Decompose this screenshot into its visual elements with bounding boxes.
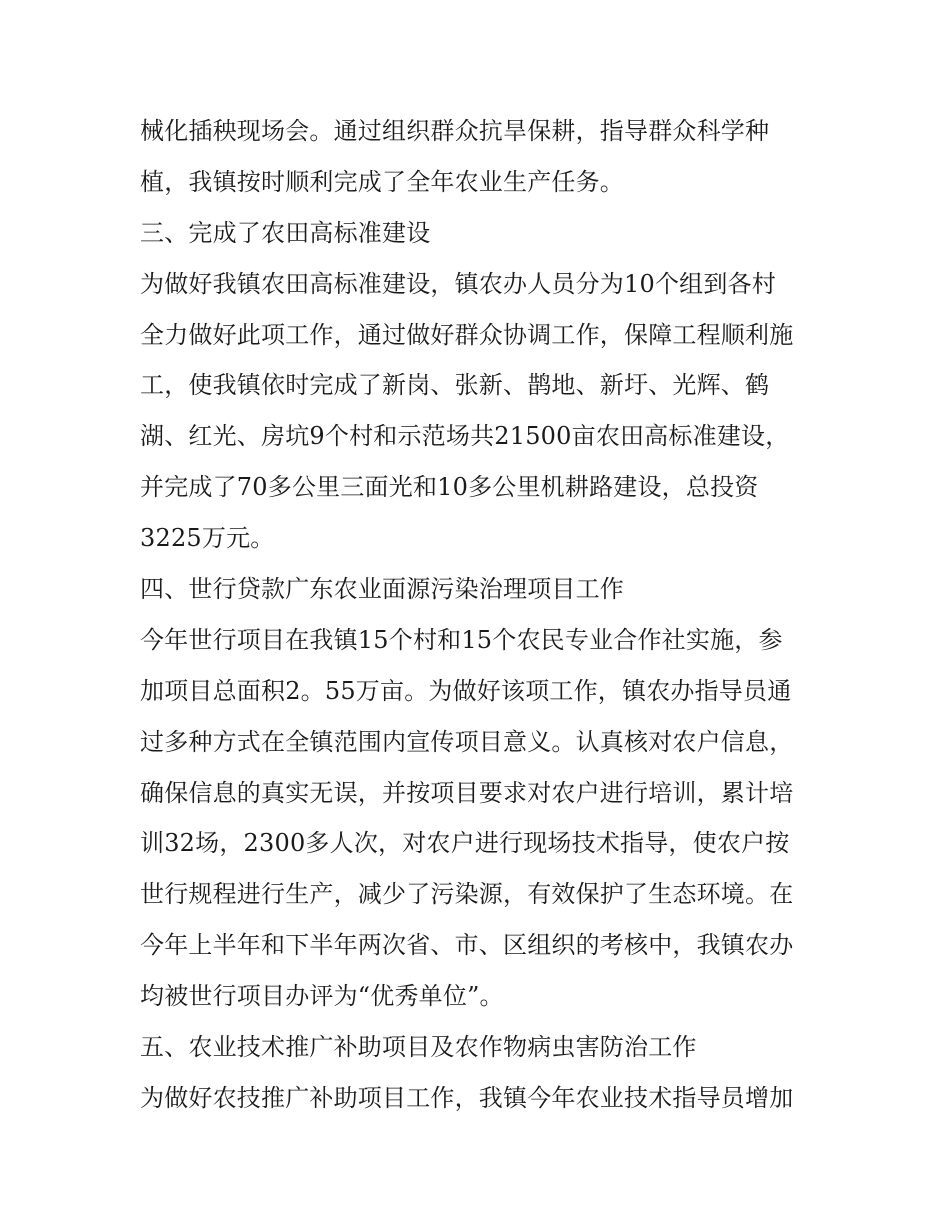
text-line: 今年上半年和下半年两次省、市、区组织的考核中，我镇农办 (140, 931, 794, 960)
text-line: 械化插秧现场会。通过组织群众抗旱保耕，指导群众科学种 (140, 117, 770, 145)
text-line: 全力做好此项工作，通过做好群众协调工作，保障工程顺利施 (140, 320, 794, 349)
text-line: 确保信息的真实无误，并按项目要求对农户进行培训，累计培 (140, 778, 794, 807)
text-line: 湖、红光、房坑9个村和示范场共21500亩农田高标准建设， (140, 422, 790, 451)
section-heading: 五、农业技术推广补助项目及农作物病虫害防治工作 (140, 1033, 697, 1062)
text-line: 均被世行项目办评为“优秀单位”。 (140, 982, 504, 1011)
text-line: 为做好农技推广补助项目工作，我镇今年农业技术指导员增加 (140, 1083, 794, 1112)
text-line: 世行规程进行生产，减少了污染源，有效保护了生态环境。在 (140, 880, 794, 909)
text-line: 为做好我镇农田高标准建设，镇农办人员分为10个组到各村 (140, 269, 776, 298)
section-heading: 三、完成了农田高标准建设 (140, 218, 431, 247)
section-heading: 四、世行贷款广东农业面源污染治理项目工作 (140, 575, 624, 604)
text-line: 训32场，2300多人次，对农户进行现场技术指导，使农户按 (140, 829, 790, 858)
document-body (140, 106, 820, 1124)
text-line: 植，我镇按时顺利完成了全年农业生产任务。 (140, 167, 624, 196)
text-line: 今年世行项目在我镇15个村和15个农民专业合作社实施，参 (140, 625, 783, 654)
text-line: 工，使我镇依时完成了新岗、张新、鹊地、新圩、光辉、鹤 (140, 371, 770, 400)
text-line: 3225万元。 (140, 524, 275, 553)
text-line: 过多种方式在全镇范围内宣传项目意义。认真核对农户信息， (140, 727, 794, 756)
text-line: 加项目总面积2。55万亩。为做好该项工作，镇农办指导员通 (140, 676, 792, 705)
text-line: 并完成了70多公里三面光和10多公里机耕路建设，总投资 (140, 473, 759, 502)
